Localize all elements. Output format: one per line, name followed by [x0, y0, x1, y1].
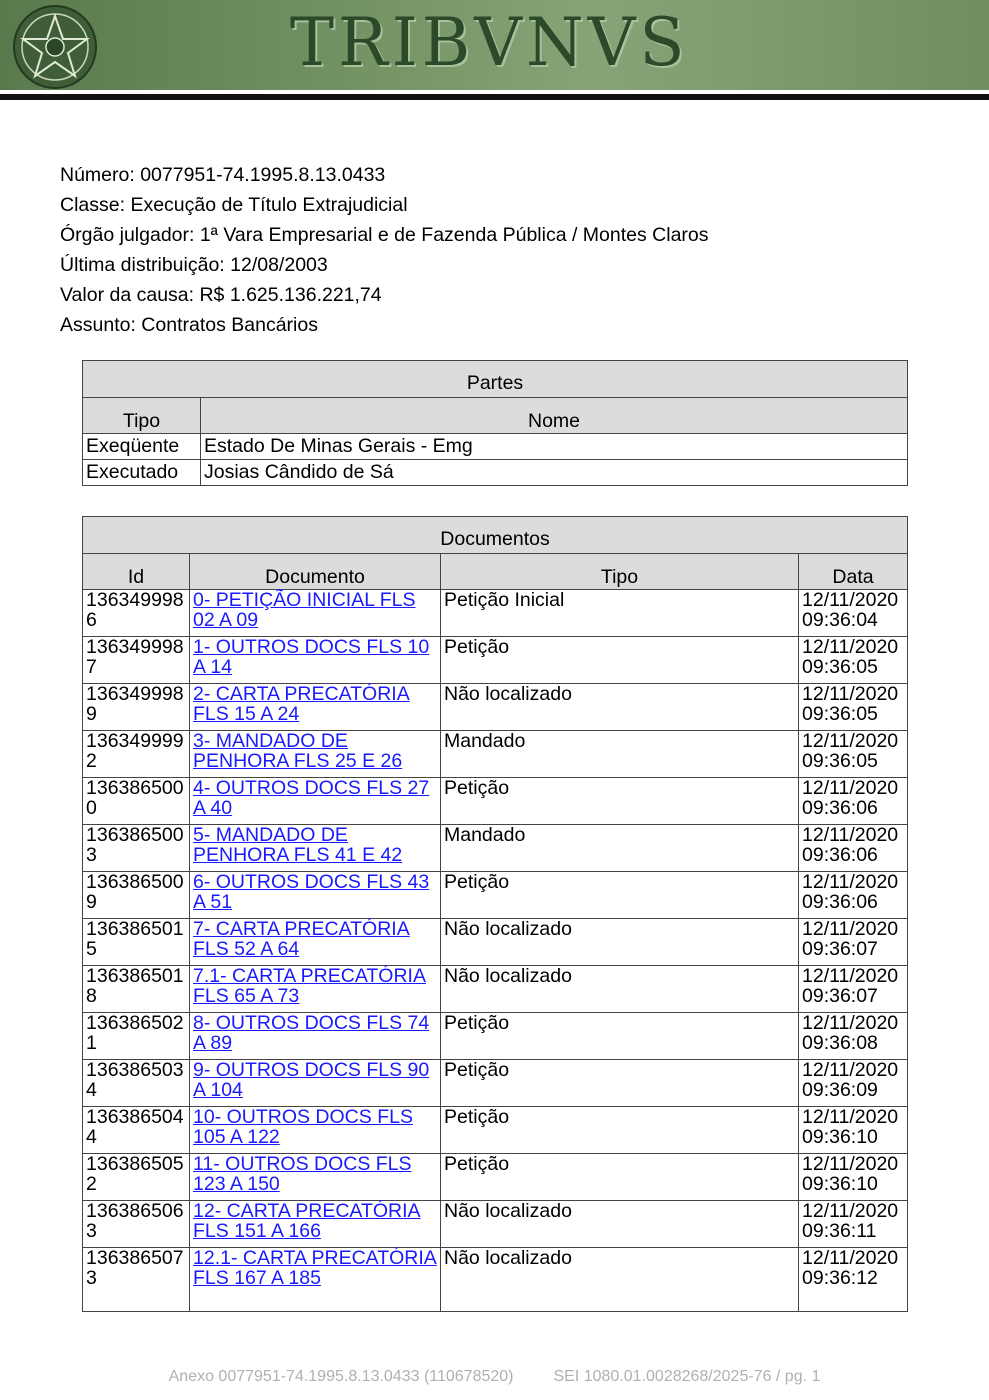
document-type: Não localizado: [441, 1201, 799, 1248]
document-link[interactable]: 6- OUTROS DOCS FLS 43 A 51: [193, 871, 430, 913]
document-date: 12/11/2020 09:36:10: [799, 1154, 908, 1201]
table-row: [83, 778, 908, 825]
partes-header-tipo: Tipo: [83, 398, 201, 434]
meta-line: Órgão julgador: 1ª Vara Empresarial e de Fazenda Pública / Montes Claros: [60, 224, 709, 246]
document-id: 1363499987: [83, 637, 190, 684]
table-row: [83, 684, 908, 731]
document-link[interactable]: 4- OUTROS DOCS FLS 27 A 40: [193, 777, 430, 819]
document-cell: [190, 1060, 441, 1107]
document-id: 1363499992: [83, 731, 190, 778]
document-date: 12/11/2020 09:36:06: [799, 778, 908, 825]
document-date: 12/11/2020 09:36:08: [799, 1013, 908, 1060]
table-row: [83, 1060, 908, 1107]
document-id: 1363865073: [83, 1248, 190, 1312]
document-link[interactable]: 2- CARTA PRECATÓRIA FLS 15 A 24: [193, 683, 410, 725]
document-cell: [190, 1248, 441, 1312]
document-link[interactable]: 0- PETIÇÃO INICIAL FLS 02 A 09: [193, 589, 416, 631]
process-metadata: [60, 160, 709, 340]
document-cell: [190, 825, 441, 872]
document-cell: [190, 872, 441, 919]
partes-caption: Partes: [83, 361, 908, 398]
header-divider: [0, 94, 989, 100]
table-row: [83, 872, 908, 919]
document-link[interactable]: 5- MANDADO DE PENHORA FLS 41 E 42: [193, 824, 403, 866]
document-link[interactable]: 7- CARTA PRECATÓRIA FLS 52 A 64: [193, 918, 410, 960]
document-id: 1363499986: [83, 590, 190, 637]
parte-nome: Estado De Minas Gerais - Emg: [201, 434, 908, 460]
document-id: 1363865052: [83, 1154, 190, 1201]
document-date: 12/11/2020 09:36:10: [799, 1107, 908, 1154]
table-row: [83, 460, 908, 486]
document-id: 1363865015: [83, 919, 190, 966]
parte-tipo: Exeqüente: [83, 434, 201, 460]
table-row: [83, 731, 908, 778]
table-row: [83, 590, 908, 637]
document-id: 1363499989: [83, 684, 190, 731]
document-cell: [190, 731, 441, 778]
document-cell: [190, 1154, 441, 1201]
document-type: Petição Inicial: [441, 590, 799, 637]
document-date: 12/11/2020 09:36:07: [799, 966, 908, 1013]
header-banner: [0, 0, 989, 90]
document-date: 12/11/2020 09:36:09: [799, 1060, 908, 1107]
partes-table: [82, 360, 908, 486]
documentos-header-tipo: Tipo: [441, 554, 799, 590]
document-type: Petição: [441, 1060, 799, 1107]
document-id: 1363865018: [83, 966, 190, 1013]
document-id: 1363865044: [83, 1107, 190, 1154]
document-type: Petição: [441, 872, 799, 919]
documentos-header-documento: Documento: [190, 554, 441, 590]
document-cell: [190, 919, 441, 966]
documentos-table: [82, 516, 908, 1312]
table-row: [83, 919, 908, 966]
document-date: 12/11/2020 09:36:04: [799, 590, 908, 637]
document-date: 12/11/2020 09:36:05: [799, 684, 908, 731]
table-row: [83, 1201, 908, 1248]
meta-line: Assunto: Contratos Bancários: [60, 314, 318, 336]
document-type: Não localizado: [441, 1248, 799, 1312]
document-cell: [190, 778, 441, 825]
document-cell: [190, 590, 441, 637]
document-type: Não localizado: [441, 684, 799, 731]
table-row: [83, 1013, 908, 1060]
document-link[interactable]: 7.1- CARTA PRECATÓRIA FLS 65 A 73: [193, 965, 426, 1007]
document-link[interactable]: 12- CARTA PRECATÓRIA FLS 151 A 166: [193, 1200, 421, 1242]
document-id: 1363865003: [83, 825, 190, 872]
document-type: Não localizado: [441, 919, 799, 966]
table-row: [83, 1248, 908, 1312]
meta-line: Valor da causa: R$ 1.625.136.221,74: [60, 284, 382, 306]
documentos-header-data: Data: [799, 554, 908, 590]
document-date: 12/11/2020 09:36:05: [799, 637, 908, 684]
document-id: 1363865009: [83, 872, 190, 919]
meta-line: Classe: Execução de Título Extrajudicial: [60, 194, 408, 216]
document-cell: [190, 684, 441, 731]
partes-header-nome: Nome: [201, 398, 908, 434]
table-row: [83, 434, 908, 460]
document-id: 1363865021: [83, 1013, 190, 1060]
documentos-header-id: Id: [83, 554, 190, 590]
document-type: Mandado: [441, 731, 799, 778]
document-cell: [190, 1201, 441, 1248]
document-type: Petição: [441, 778, 799, 825]
document-link[interactable]: 3- MANDADO DE PENHORA FLS 25 E 26: [193, 730, 403, 772]
brand-title: TRIBVNVS: [290, 4, 689, 81]
table-row: [83, 637, 908, 684]
document-date: 12/11/2020 09:36:05: [799, 731, 908, 778]
document-id: 1363865063: [83, 1201, 190, 1248]
table-row: [83, 1154, 908, 1201]
document-date: 12/11/2020 09:36:06: [799, 825, 908, 872]
document-link[interactable]: 10- OUTROS DOCS FLS 105 A 122: [193, 1106, 413, 1148]
documentos-caption: Documentos: [83, 517, 908, 554]
table-row: [83, 1107, 908, 1154]
document-cell: [190, 1107, 441, 1154]
document-type: Petição: [441, 1107, 799, 1154]
document-link[interactable]: 9- OUTROS DOCS FLS 90 A 104: [193, 1059, 430, 1101]
document-date: 12/11/2020 09:36:06: [799, 872, 908, 919]
document-link[interactable]: 1- OUTROS DOCS FLS 10 A 14: [193, 636, 430, 678]
meta-line: Número: 0077951-74.1995.8.13.0433: [60, 164, 386, 186]
document-type: Mandado: [441, 825, 799, 872]
footer-sei-ref: SEI 1080.01.0028268/2025-76 / pg. 1: [553, 1368, 821, 1385]
document-link[interactable]: 8- OUTROS DOCS FLS 74 A 89: [193, 1012, 430, 1054]
document-date: 12/11/2020 09:36:07: [799, 919, 908, 966]
document-type: Petição: [441, 1154, 799, 1201]
document-id: 1363865000: [83, 778, 190, 825]
document-id: 1363865034: [83, 1060, 190, 1107]
document-date: 12/11/2020 09:36:12: [799, 1248, 908, 1312]
meta-line: Última distribuição: 12/08/2003: [60, 254, 328, 276]
page-footer: [0, 1368, 989, 1386]
document-link[interactable]: 12.1- CARTA PRECATÓRIA FLS 167 A 185: [193, 1247, 437, 1289]
document-date: 12/11/2020 09:36:11: [799, 1201, 908, 1248]
table-row: [83, 825, 908, 872]
document-cell: [190, 966, 441, 1013]
document-link[interactable]: 11- OUTROS DOCS FLS 123 A 150: [193, 1153, 412, 1195]
document-type: Petição: [441, 1013, 799, 1060]
document-cell: [190, 637, 441, 684]
document-cell: [190, 1013, 441, 1060]
coat-of-arms-icon: [12, 4, 98, 90]
table-row: [83, 966, 908, 1013]
document-type: Não localizado: [441, 966, 799, 1013]
parte-nome: Josias Cândido de Sá: [201, 460, 908, 486]
parte-tipo: Executado: [83, 460, 201, 486]
footer-annex-ref: Anexo 0077951-74.1995.8.13.0433 (110678520): [168, 1368, 514, 1385]
document-type: Petição: [441, 637, 799, 684]
